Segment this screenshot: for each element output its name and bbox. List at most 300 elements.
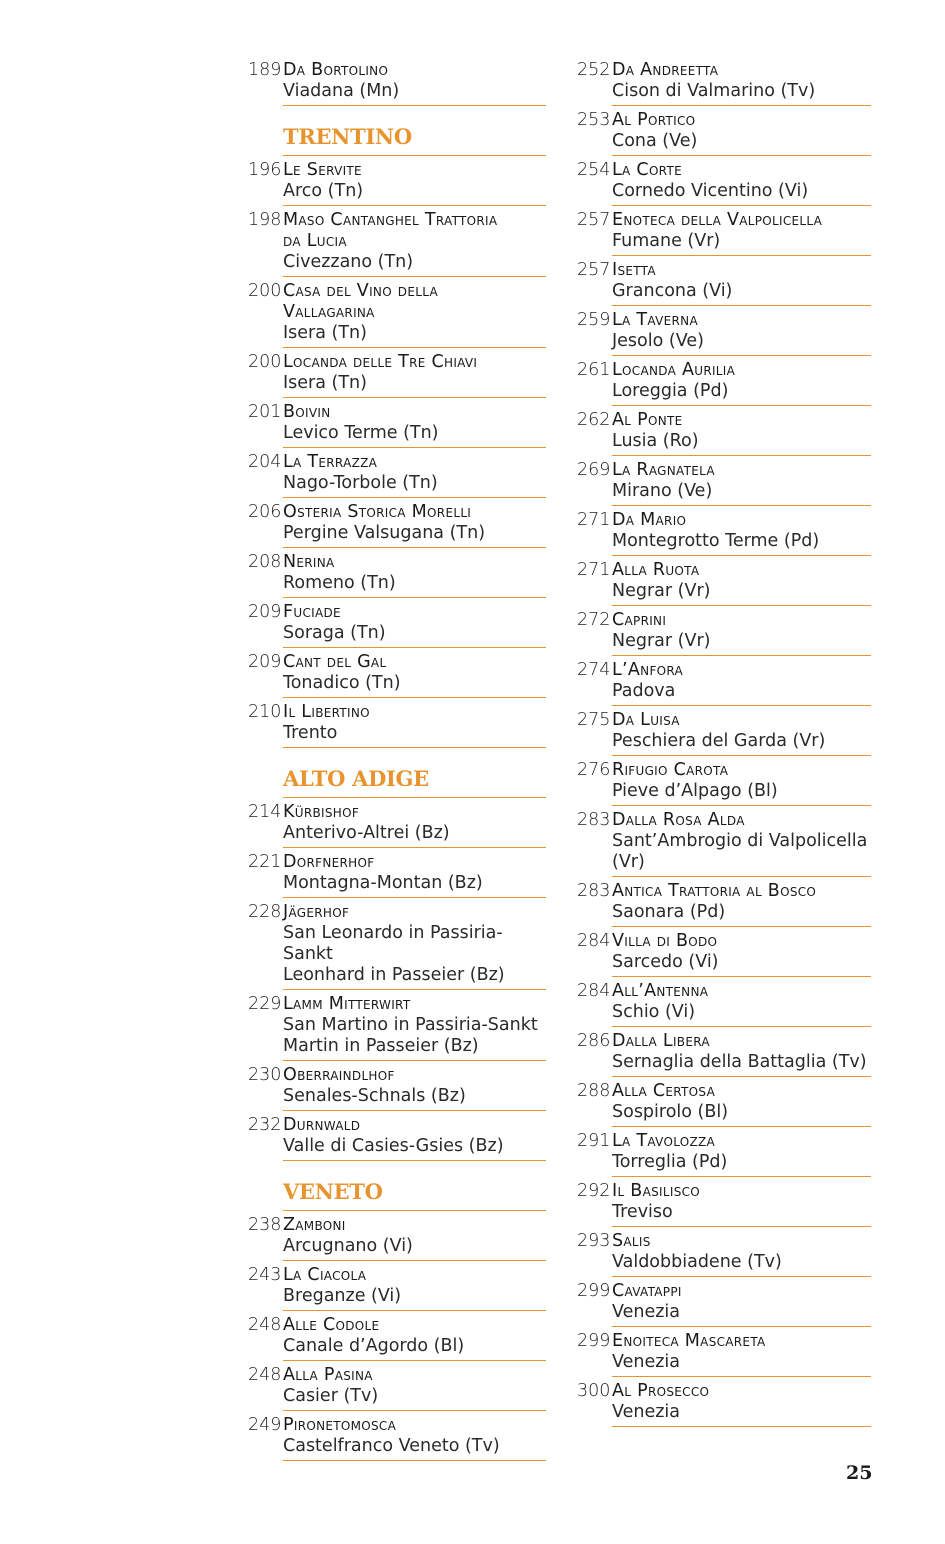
list-item [248, 798, 546, 848]
restaurant-name: La Ciacola [283, 1265, 367, 1285]
restaurant-name: Durnwald [283, 1115, 361, 1135]
list-item [577, 606, 871, 656]
entry-head [248, 802, 546, 823]
list-item [248, 1261, 546, 1311]
entry-head [248, 210, 546, 231]
restaurant-name: Il Basilisco [612, 1181, 701, 1201]
location-line: Senales-Schnals (Bz) [283, 1086, 466, 1106]
entry-head [248, 60, 546, 81]
list-item [577, 977, 871, 1027]
location [612, 81, 871, 106]
entry-head [248, 702, 546, 723]
page-reference: 238 [248, 1215, 282, 1235]
location [283, 181, 546, 206]
location-line: Jesolo (Ve) [612, 331, 704, 351]
list-item [577, 1377, 871, 1427]
location [283, 873, 546, 898]
location [283, 723, 546, 748]
page-reference: 283 [577, 881, 611, 901]
list-item [577, 306, 871, 356]
list-item [248, 1061, 546, 1111]
location [612, 1202, 871, 1227]
location [612, 681, 871, 706]
location-line: Romeno (Tn) [283, 573, 396, 593]
entry-head [248, 1365, 546, 1386]
page-reference: 196 [248, 160, 282, 180]
entry-head [577, 310, 871, 331]
list-item [248, 348, 546, 398]
list-item [577, 1327, 871, 1377]
restaurant-name: Dalla Rosa Alda [612, 810, 745, 830]
location [612, 1402, 871, 1427]
restaurant-name: Il Libertino [283, 702, 370, 722]
location [283, 1436, 546, 1461]
entry-head [248, 994, 546, 1015]
location [612, 131, 871, 156]
entry-head [577, 931, 871, 952]
location-line: Sarcedo (Vi) [612, 952, 719, 972]
restaurant-name: Casa del Vino della [283, 281, 438, 301]
restaurant-name: Alle Codole [283, 1315, 380, 1335]
list-item [248, 1111, 546, 1161]
page-reference: 253 [577, 110, 611, 130]
restaurant-name: La Ragnatela [612, 460, 715, 480]
restaurant-name: Isetta [612, 260, 656, 280]
restaurant-name: La Corte [612, 160, 682, 180]
location-line: Grancona (Vi) [612, 281, 733, 301]
entry-head [577, 1281, 871, 1302]
entry-head [577, 1031, 871, 1052]
page-reference: 293 [577, 1231, 611, 1251]
list-item [248, 448, 546, 498]
page-reference: 276 [577, 760, 611, 780]
restaurant-name: La Terrazza [283, 452, 378, 472]
location-line-continued: Martin in Passeier (Bz) [283, 1036, 479, 1056]
page-reference: 291 [577, 1131, 611, 1151]
page-reference: 284 [577, 981, 611, 1001]
page-reference: 208 [248, 552, 282, 572]
location [612, 281, 871, 306]
restaurant-name: Locanda delle Tre Chiavi [283, 352, 478, 372]
list-item [248, 498, 546, 548]
entry-head [248, 602, 546, 623]
page-reference: 228 [248, 902, 282, 922]
location [283, 923, 546, 990]
section-heading: VENETO [283, 1179, 546, 1211]
location [283, 1286, 546, 1311]
restaurant-name: Enoteca della Valpolicella [612, 210, 823, 230]
restaurant-name: Cavatappi [612, 1281, 682, 1301]
restaurant-name: Locanda Aurilia [612, 360, 736, 380]
entry-head [248, 1215, 546, 1236]
list-item [577, 456, 871, 506]
section-heading: ALTO ADIGE [283, 766, 546, 798]
location [612, 181, 871, 206]
list-item [577, 56, 871, 106]
page-reference: 230 [248, 1065, 282, 1085]
restaurant-name: La Taverna [612, 310, 698, 330]
list-item [248, 648, 546, 698]
section-heading: TRENTINO [283, 124, 546, 156]
location [283, 423, 546, 448]
location [612, 481, 871, 506]
entry-head [577, 1381, 871, 1402]
location [283, 623, 546, 648]
location [283, 1015, 546, 1061]
restaurant-name: Dalla Libera [612, 1031, 710, 1051]
entry-head [577, 410, 871, 431]
location [283, 323, 546, 348]
location [283, 823, 546, 848]
list-item [577, 1077, 871, 1127]
location-line: Lusia (Ro) [612, 431, 699, 451]
restaurant-name: Da Luisa [612, 710, 680, 730]
location [612, 581, 871, 606]
location [612, 631, 871, 656]
page-reference: 243 [248, 1265, 282, 1285]
location-line: Schio (Vi) [612, 1002, 696, 1022]
restaurant-name: Al Portico [612, 110, 696, 130]
list-item [577, 706, 871, 756]
list-item [248, 548, 546, 598]
entry-head [248, 652, 546, 673]
location-line: Arco (Tn) [283, 181, 364, 201]
location-line: Cona (Ve) [612, 131, 698, 151]
restaurant-name: Dorfnerhof [283, 852, 375, 872]
list-item [577, 556, 871, 606]
page-reference: 292 [577, 1181, 611, 1201]
page-reference: 229 [248, 994, 282, 1014]
page-reference: 272 [577, 610, 611, 630]
restaurant-name: All’Antenna [612, 981, 709, 1001]
location [612, 902, 871, 927]
page-reference: 254 [577, 160, 611, 180]
location-line: Pergine Valsugana (Tn) [283, 523, 486, 543]
list-item [248, 990, 546, 1061]
page-reference: 204 [248, 452, 282, 472]
entry-head [577, 981, 871, 1002]
page-reference: 262 [577, 410, 611, 430]
restaurant-name: Pironetomosca [283, 1415, 397, 1435]
entry-head [577, 760, 871, 781]
location [283, 1386, 546, 1411]
entry-head [577, 1081, 871, 1102]
list-item [577, 356, 871, 406]
location-line: San Leonardo in Passiria-Sankt [283, 923, 503, 964]
location-line: Venezia [612, 1402, 681, 1422]
restaurant-name: Alla Certosa [612, 1081, 716, 1101]
entry-head [577, 460, 871, 481]
location-line: Nago-Torbole (Tn) [283, 473, 438, 493]
entry-head [248, 1065, 546, 1086]
location [283, 1086, 546, 1111]
list-item [577, 1177, 871, 1227]
entry-head [577, 1181, 871, 1202]
location [283, 673, 546, 698]
location-line: Saonara (Pd) [612, 902, 726, 922]
list-item [248, 1411, 546, 1461]
location [283, 373, 546, 398]
location-line: Canale d’Agordo (Bl) [283, 1336, 465, 1356]
location [612, 1252, 871, 1277]
entry-head [577, 160, 871, 181]
page-reference: 274 [577, 660, 611, 680]
entry-head [577, 810, 871, 831]
page-reference: 248 [248, 1315, 282, 1335]
list-item [248, 156, 546, 206]
entry-head [248, 352, 546, 373]
location [612, 381, 871, 406]
list-item [248, 1311, 546, 1361]
location [283, 1136, 546, 1161]
entry-head [248, 1315, 546, 1336]
entry-head [248, 452, 546, 473]
list-item [577, 1277, 871, 1327]
page-reference: 210 [248, 702, 282, 722]
location-line: Venezia [612, 1352, 681, 1372]
page-reference: 189 [248, 60, 282, 80]
list-item [248, 598, 546, 648]
list-item [577, 1127, 871, 1177]
location-line: Tonadico (Tn) [283, 673, 401, 693]
location-line: Pieve d’Alpago (Bl) [612, 781, 778, 801]
page-reference: 299 [577, 1281, 611, 1301]
page-reference: 221 [248, 852, 282, 872]
page-reference: 271 [577, 510, 611, 530]
location [612, 431, 871, 456]
list-item [577, 106, 871, 156]
list-item [248, 206, 546, 277]
page-reference: 275 [577, 710, 611, 730]
location-line: Negrar (Vr) [612, 581, 711, 601]
entry-head [577, 210, 871, 231]
restaurant-name: Enoiteca Mascareta [612, 1331, 766, 1351]
page-reference: 198 [248, 210, 282, 230]
page-reference: 288 [577, 1081, 611, 1101]
location-line: Cison di Valmarino (Tv) [612, 81, 816, 101]
location-line: Trento [283, 723, 338, 743]
location [612, 231, 871, 256]
entry-head [248, 402, 546, 423]
entry-head [577, 1231, 871, 1252]
restaurant-name: Kürbishof [283, 802, 360, 822]
page-reference: 271 [577, 560, 611, 580]
restaurant-name: La Tavolozza [612, 1131, 716, 1151]
restaurant-name: Boivin [283, 402, 331, 422]
entry-head [577, 260, 871, 281]
list-item [248, 698, 546, 748]
location [612, 731, 871, 756]
list-item [248, 1361, 546, 1411]
location [283, 1336, 546, 1361]
page-reference: 257 [577, 210, 611, 230]
entry-head [248, 552, 546, 573]
location-line: Anterivo-Altrei (Bz) [283, 823, 450, 843]
location-line-continued: (Vr) [612, 852, 645, 872]
page-reference: 286 [577, 1031, 611, 1051]
page-reference: 284 [577, 931, 611, 951]
page-reference: 214 [248, 802, 282, 822]
list-item [577, 506, 871, 556]
entry-head [248, 902, 546, 923]
list-item [248, 277, 546, 348]
location-line: Valle di Casies-Gsies (Bz) [283, 1136, 504, 1156]
restaurant-name: Caprini [612, 610, 667, 630]
restaurant-name: Da Bortolino [283, 60, 389, 80]
entry-head [577, 110, 871, 131]
location [612, 1302, 871, 1327]
location [612, 1102, 871, 1127]
list-item [577, 656, 871, 706]
list-item [577, 1227, 871, 1277]
list-item [577, 927, 871, 977]
location-line: Levico Terme (Tn) [283, 423, 439, 443]
location-line: Treviso [612, 1202, 673, 1222]
location-line: Valdobbiadene (Tv) [612, 1252, 782, 1272]
location [612, 781, 871, 806]
location-line: Sospirolo (Bl) [612, 1102, 729, 1122]
page-reference: 257 [577, 260, 611, 280]
restaurant-name: Rifugio Carota [612, 760, 729, 780]
list-item [577, 406, 871, 456]
entry-head [248, 1115, 546, 1136]
location [283, 573, 546, 598]
restaurant-name: Alla Ruota [612, 560, 700, 580]
location [612, 1052, 871, 1077]
restaurant-name: Le Servite [283, 160, 362, 180]
page-reference: 249 [248, 1415, 282, 1435]
left-column [248, 56, 546, 1461]
location [612, 1352, 871, 1377]
location-line: Sant’Ambrogio di Valpolicella [612, 831, 868, 851]
restaurant-name: Antica Trattoria al Bosco [612, 881, 817, 901]
location-line: Soraga (Tn) [283, 623, 386, 643]
entry-head [577, 660, 871, 681]
location [283, 81, 546, 106]
right-column [577, 56, 871, 1427]
location-line: Montegrotto Terme (Pd) [612, 531, 820, 551]
restaurant-name: Osteria Storica Morelli [283, 502, 472, 522]
location-line: Civezzano (Tn) [283, 252, 414, 272]
location-line: Mirano (Ve) [612, 481, 713, 501]
location-line: Fumane (Vr) [612, 231, 721, 251]
restaurant-name: Al Prosecco [612, 1381, 710, 1401]
page-reference: 209 [248, 652, 282, 672]
location-line: Castelfranco Veneto (Tv) [283, 1436, 500, 1456]
page-reference: 299 [577, 1331, 611, 1351]
location [283, 523, 546, 548]
restaurant-name: Nerina [283, 552, 335, 572]
location-line: Montagna-Montan (Bz) [283, 873, 483, 893]
entry-head [577, 560, 871, 581]
location-line: Loreggia (Pd) [612, 381, 729, 401]
location-line: Isera (Tn) [283, 323, 367, 343]
restaurant-name: Da Mario [612, 510, 687, 530]
entry-head [248, 1265, 546, 1286]
entry-head [577, 1331, 871, 1352]
list-item [248, 56, 546, 106]
page-reference: 261 [577, 360, 611, 380]
location [612, 952, 871, 977]
restaurant-name: Al Ponte [612, 410, 683, 430]
location [612, 831, 871, 877]
location-line: Breganze (Vi) [283, 1286, 402, 1306]
location-line: San Martino in Passiria-Sankt [283, 1015, 538, 1035]
restaurant-name: Oberraindlhof [283, 1065, 395, 1085]
entry-head [248, 852, 546, 873]
list-item [248, 898, 546, 990]
location [612, 1152, 871, 1177]
list-item [577, 877, 871, 927]
entry-head [577, 881, 871, 902]
location [283, 1236, 546, 1261]
location-line: Sernaglia della Battaglia (Tv) [612, 1052, 867, 1072]
restaurant-name: Da Andreetta [612, 60, 719, 80]
page-reference: 252 [577, 60, 611, 80]
list-item [577, 806, 871, 877]
location-line: Negrar (Vr) [612, 631, 711, 651]
entry-head [577, 360, 871, 381]
restaurant-name: Alla Pasina [283, 1365, 373, 1385]
restaurant-name: Cant del Gal [283, 652, 387, 672]
restaurant-name: L’Anfora [612, 660, 684, 680]
list-item [577, 256, 871, 306]
location-line: Torreglia (Pd) [612, 1152, 728, 1172]
entry-head [577, 710, 871, 731]
entry-head [248, 281, 546, 302]
location-line: Peschiera del Garda (Vr) [612, 731, 826, 751]
restaurant-name: Jägerhof [283, 902, 350, 922]
restaurant-name-continued: Vallagarina [283, 302, 375, 322]
page-reference: 269 [577, 460, 611, 480]
location-line: Viadana (Mn) [283, 81, 400, 101]
location-line: Padova [612, 681, 676, 701]
page-reference: 248 [248, 1365, 282, 1385]
list-item [577, 156, 871, 206]
page-reference: 209 [248, 602, 282, 622]
location-line: Casier (Tv) [283, 1386, 379, 1406]
list-item [248, 1211, 546, 1261]
page-reference: 300 [577, 1381, 611, 1401]
restaurant-name-continued: da Lucia [283, 231, 347, 251]
location [283, 473, 546, 498]
location-line: Venezia [612, 1302, 681, 1322]
restaurant-name: Salis [612, 1231, 651, 1251]
page-reference: 206 [248, 502, 282, 522]
list-item [248, 398, 546, 448]
list-item [577, 1027, 871, 1077]
location [612, 331, 871, 356]
entry-head [248, 1415, 546, 1436]
location-line: Isera (Tn) [283, 373, 367, 393]
list-item [577, 206, 871, 256]
page-reference: 200 [248, 281, 282, 301]
page-reference: 283 [577, 810, 611, 830]
entry-head [248, 160, 546, 181]
restaurant-name: Zamboni [283, 1215, 346, 1235]
list-item [577, 756, 871, 806]
entry-head [248, 502, 546, 523]
restaurant-name: Lamm Mitterwirt [283, 994, 411, 1014]
page-number: 25 [846, 1462, 873, 1484]
list-item [248, 848, 546, 898]
restaurant-name: Maso Cantanghel Trattoria [283, 210, 498, 230]
page-reference: 259 [577, 310, 611, 330]
page-reference: 232 [248, 1115, 282, 1135]
entry-head [577, 510, 871, 531]
page-reference: 200 [248, 352, 282, 372]
entry-head [577, 610, 871, 631]
